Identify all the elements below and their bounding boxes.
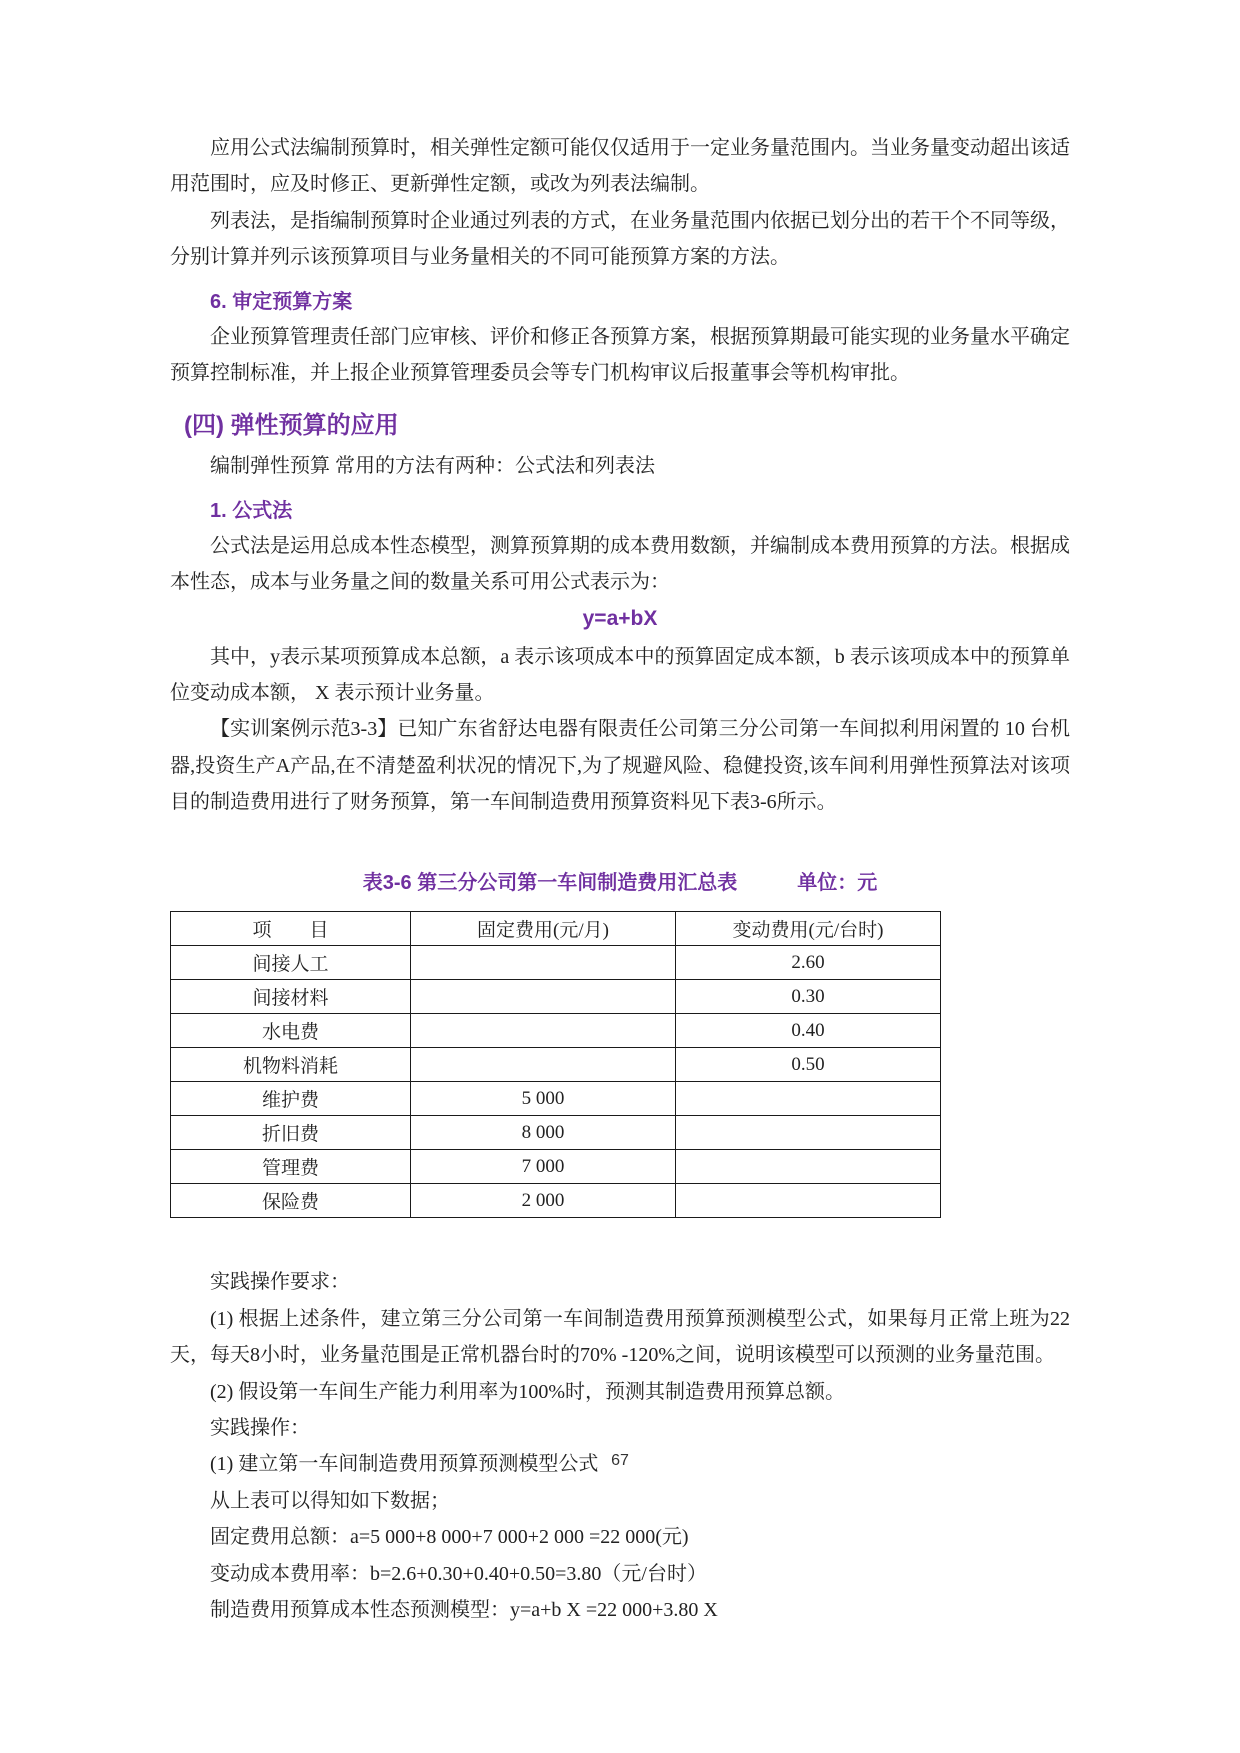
practice-requirement-1: (1) 根据上述条件，建立第三分公司第一车间制造费用预算预测模型公式，如果每月正常上班为22天，每天8小时，业务量范围是正常机器台时的70% -120%之间，说明该模型可以预测的业务量范围。: [170, 1307, 1070, 1367]
paragraph-formula-explain: 其中，y表示某项预算成本总额，a 表示该项成本中的预算固定成本额，b 表示该项成本中的预算单位变动成本额， X 表示预计业务量。: [170, 645, 1070, 704]
fixed-cost-cell: 7 000: [411, 1150, 676, 1184]
cost-table-body: [171, 946, 941, 1218]
variable-cost-cell: [676, 1150, 941, 1184]
fixed-cost-cell: 5 000: [411, 1082, 676, 1116]
paragraph-formula-intro: 公式法是运用总成本性态模型，测算预算期的成本费用数额，并编制成本费用预算的方法。根据成本性态，成本与业务量之间的数量关系可用公式表示为：: [170, 534, 1070, 594]
practice-operation-3: 固定费用总额：a=5 000+8 000+7 000+2 000 =22 000(元): [210, 1526, 689, 1549]
heading-formula-method: 1. 公式法: [210, 499, 293, 522]
paragraph-formula-limits: 应用公式法编制预算时，相关弹性定额可能仅仅适用于一定业务量范围内。当业务量变动超出该适用范围时，应及时修正、更新弹性定额，或改为列表法编制。: [170, 137, 1070, 196]
paragraph-review: 企业预算管理责任部门应审核、评价和修正各预算方案，根据预算期最可能实现的业务量水平确定预算控制标准，并上报企业预算管理委员会等专门机构审议后报董事会等机构审批。: [170, 325, 1070, 384]
table-title: 表3-6 第三分公司第一车间制造费用汇总表: [362, 872, 738, 895]
item-cell: 保险费: [171, 1184, 411, 1218]
page-number: 67: [611, 1452, 629, 1469]
practice-operation-title: 实践操作：: [210, 1417, 310, 1440]
table-row: [171, 946, 941, 980]
variable-cost-cell: [676, 1116, 941, 1150]
table-row: [171, 1116, 941, 1150]
variable-cost-cell: [676, 1082, 941, 1116]
item-cell: 机物料消耗: [171, 1048, 411, 1082]
column-header: 项 目: [171, 912, 411, 946]
item-cell: 水电费: [171, 1014, 411, 1048]
column-header: 变动费用(元/台时): [676, 912, 941, 946]
heading-flexible-budget-application: (四) 弹性预算的应用: [184, 412, 399, 440]
variable-cost-cell: 0.30: [676, 980, 941, 1014]
table-row: [171, 1014, 941, 1048]
practice-requirement-2: (2) 假设第一车间生产能力利用率为100%时，预测其制造费用预算总额。: [210, 1380, 845, 1403]
cost-table-head-row: [171, 912, 941, 946]
fixed-cost-cell: [411, 946, 676, 980]
fixed-cost-cell: [411, 980, 676, 1014]
paragraph-case-3-3: 【实训案例示范3-3】已知广东省舒达电器有限责任公司第三分公司第一车间拟利用闲置的 10 台机器,投资生产A产品,在不清楚盈利状况的情况下,为了规避风险、稳健投资,该车间利用弹性预算法对该项目的制造费用进行了财务预算，第一车间制造费用预算资料见下表3-6所示。: [170, 718, 1070, 814]
variable-cost-cell: [676, 1184, 941, 1218]
manufacturing-cost-table: [170, 911, 941, 1218]
table-row: [171, 1048, 941, 1082]
variable-cost-cell: 2.60: [676, 946, 941, 980]
fixed-cost-cell: 2 000: [411, 1184, 676, 1218]
table-unit-label: 单位：元: [797, 872, 878, 895]
item-cell: 管理费: [171, 1150, 411, 1184]
table-row: [171, 1082, 941, 1116]
practice-operation-2: 从上表可以得知如下数据；: [210, 1489, 450, 1512]
paragraph-two-methods: 编制弹性预算 常用的方法有两种：公式法和列表法: [210, 455, 655, 478]
fixed-cost-cell: [411, 1048, 676, 1082]
item-cell: 折旧费: [171, 1116, 411, 1150]
variable-cost-cell: 0.50: [676, 1048, 941, 1082]
practice-section: [170, 1264, 1070, 1628]
fixed-cost-cell: 8 000: [411, 1116, 676, 1150]
paragraph-list-method: 列表法，是指编制预算时企业通过列表的方式，在业务量范围内依据已划分出的若干个不同等级，分别计算并列示该预算项目与业务量相关的不同可能预算方案的方法。: [170, 209, 1070, 269]
item-cell: 间接材料: [171, 980, 411, 1014]
table-row: [171, 1184, 941, 1218]
variable-cost-cell: 0.40: [676, 1014, 941, 1048]
practice-operation-1: (1) 建立第一车间制造费用预算预测模型公式: [210, 1453, 599, 1476]
heading-approve-budget: 6. 审定预算方案: [210, 290, 353, 313]
table-caption: [170, 866, 1070, 895]
practice-requirements-title: 实践操作要求：: [210, 1271, 350, 1294]
cost-formula: y=a+bX: [582, 606, 658, 630]
table-row: [171, 980, 941, 1014]
practice-operation-4: 变动成本费用率：b=2.6+0.30+0.40+0.50=3.80（元/台时）: [210, 1562, 707, 1585]
practice-operation-5: 制造费用预算成本性态预测模型：y=a+b X =22 000+3.80 X: [210, 1598, 718, 1621]
column-header: 固定费用(元/月): [411, 912, 676, 946]
item-cell: 维护费: [171, 1082, 411, 1116]
fixed-cost-cell: [411, 1014, 676, 1048]
item-cell: 间接人工: [171, 946, 411, 980]
table-row: [171, 1150, 941, 1184]
